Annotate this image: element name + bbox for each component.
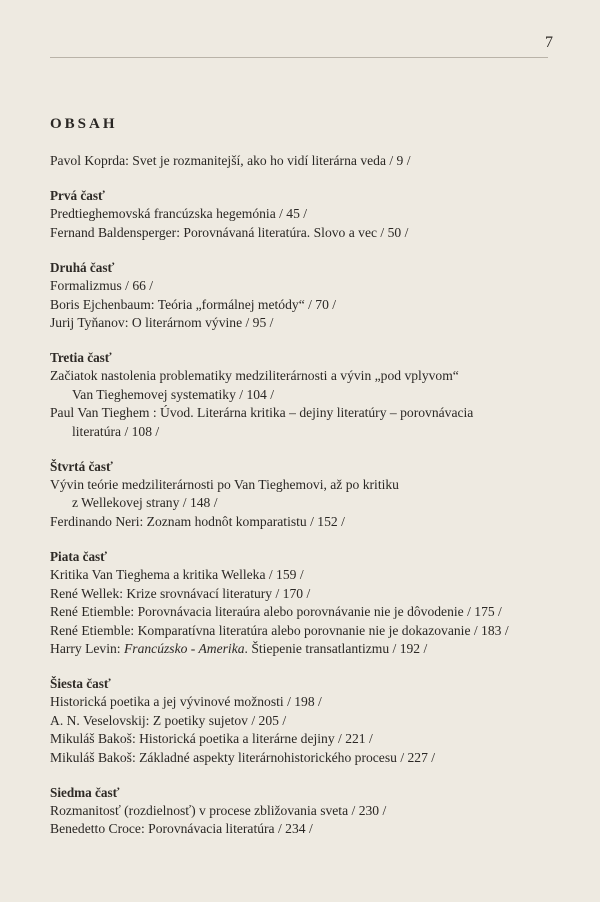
header-rule — [50, 57, 548, 58]
toc-entry: René Etiemble: Komparatívna literatúra alebo porovnanie nie je dokazovanie / 183 / — [50, 622, 509, 638]
toc-entry — [50, 640, 570, 658]
table-of-contents — [50, 116, 570, 839]
part-title: Siedma časť — [50, 784, 120, 800]
toc-part-3 — [50, 349, 570, 441]
toc-entry-line: Vývin teórie medziliterárnosti po Van Tieghemovi, až po kritiku — [50, 477, 399, 493]
toc-part-4 — [50, 458, 570, 531]
toc-entry-italic-title: Francúzsko - Amerika — [123, 640, 245, 656]
toc-entry: René Etiemble: Porovnávacia literaúra alebo porovnávanie nie je dôvodenie / 175 / — [50, 604, 502, 620]
toc-entry — [50, 476, 570, 513]
toc-entry-rest: . Štiepenie transatlantizmu / 192 / — [244, 640, 428, 656]
toc-entry-intro: Pavol Koprda: Svet je rozmanitejší, ako ho vidí literárna veda / 9 / — [50, 153, 411, 168]
toc-entry-continuation: Van Tieghemovej systematiky / 104 / — [72, 386, 275, 402]
part-title: Tretia časť — [50, 350, 112, 366]
part-title: Štvrtá časť — [50, 459, 113, 475]
toc-entry-line: Začiatok nastolenia problematiky medziliterárnosti a vývin „pod vplyvom“ — [50, 368, 459, 384]
toc-entry: A. N. Veselovskij: Z poetiky sujetov / 205 / — [50, 712, 287, 728]
toc-entry: Formalizmus / 66 / — [50, 278, 154, 294]
toc-entry-line: Paul Van Tieghem : Úvod. Literárna kritika – dejiny literatúry – porovnávacia — [50, 405, 474, 421]
toc-part-7 — [50, 784, 570, 839]
toc-entry: Predtieghemovská francúzska hegemónia / 45 / — [50, 206, 308, 222]
toc-entry: Mikuláš Bakoš: Základné aspekty literárnohistorického procesu / 227 / — [50, 749, 436, 765]
toc-part-5 — [50, 548, 570, 658]
toc-entry-continuation: literatúra / 108 / — [72, 423, 160, 439]
toc-entry: Fernand Baldensperger: Porovnávaná literatúra. Slovo a vec / 50 / — [50, 224, 409, 240]
toc-entry — [50, 367, 570, 404]
toc-entry: René Wellek: Krize srovnávací literatury / 170 / — [50, 585, 311, 601]
part-title: Prvá časť — [50, 188, 105, 204]
toc-entry: Benedetto Croce: Porovnávacia literatúra / 234 / — [50, 821, 313, 837]
toc-entry: Boris Ejchenbaum: Teória „formálnej metódy“ / 70 / — [50, 296, 337, 312]
toc-title: OBSAH — [50, 116, 118, 132]
page-number: 7 — [545, 34, 553, 51]
toc-entry: Jurij Tyňanov: O literárnom vývine / 95 / — [50, 315, 274, 331]
toc-entry — [50, 404, 570, 441]
toc-part-6 — [50, 675, 570, 767]
toc-entry-continuation: z Wellekovej strany / 148 / — [72, 495, 218, 511]
toc-entry: Kritika Van Tieghema a kritika Welleka / 159 / — [50, 567, 304, 583]
toc-part-1 — [50, 187, 570, 242]
toc-part-2 — [50, 259, 570, 332]
toc-entry: Historická poetika a jej vývinové možnosti / 198 / — [50, 694, 322, 710]
part-title: Šiesta časť — [50, 676, 111, 692]
part-title: Druhá časť — [50, 260, 115, 276]
part-title: Piata časť — [50, 549, 108, 565]
toc-entry-author: Harry Levin: — [50, 640, 124, 656]
toc-entry: Mikuláš Bakoš: Historická poetika a literárne dejiny / 221 / — [50, 731, 373, 747]
toc-entry: Rozmanitosť (rozdielnosť) v procese zbližovania sveta / 230 / — [50, 802, 387, 818]
toc-entry: Ferdinando Neri: Zoznam hodnôt komparatistu / 152 / — [50, 513, 345, 529]
